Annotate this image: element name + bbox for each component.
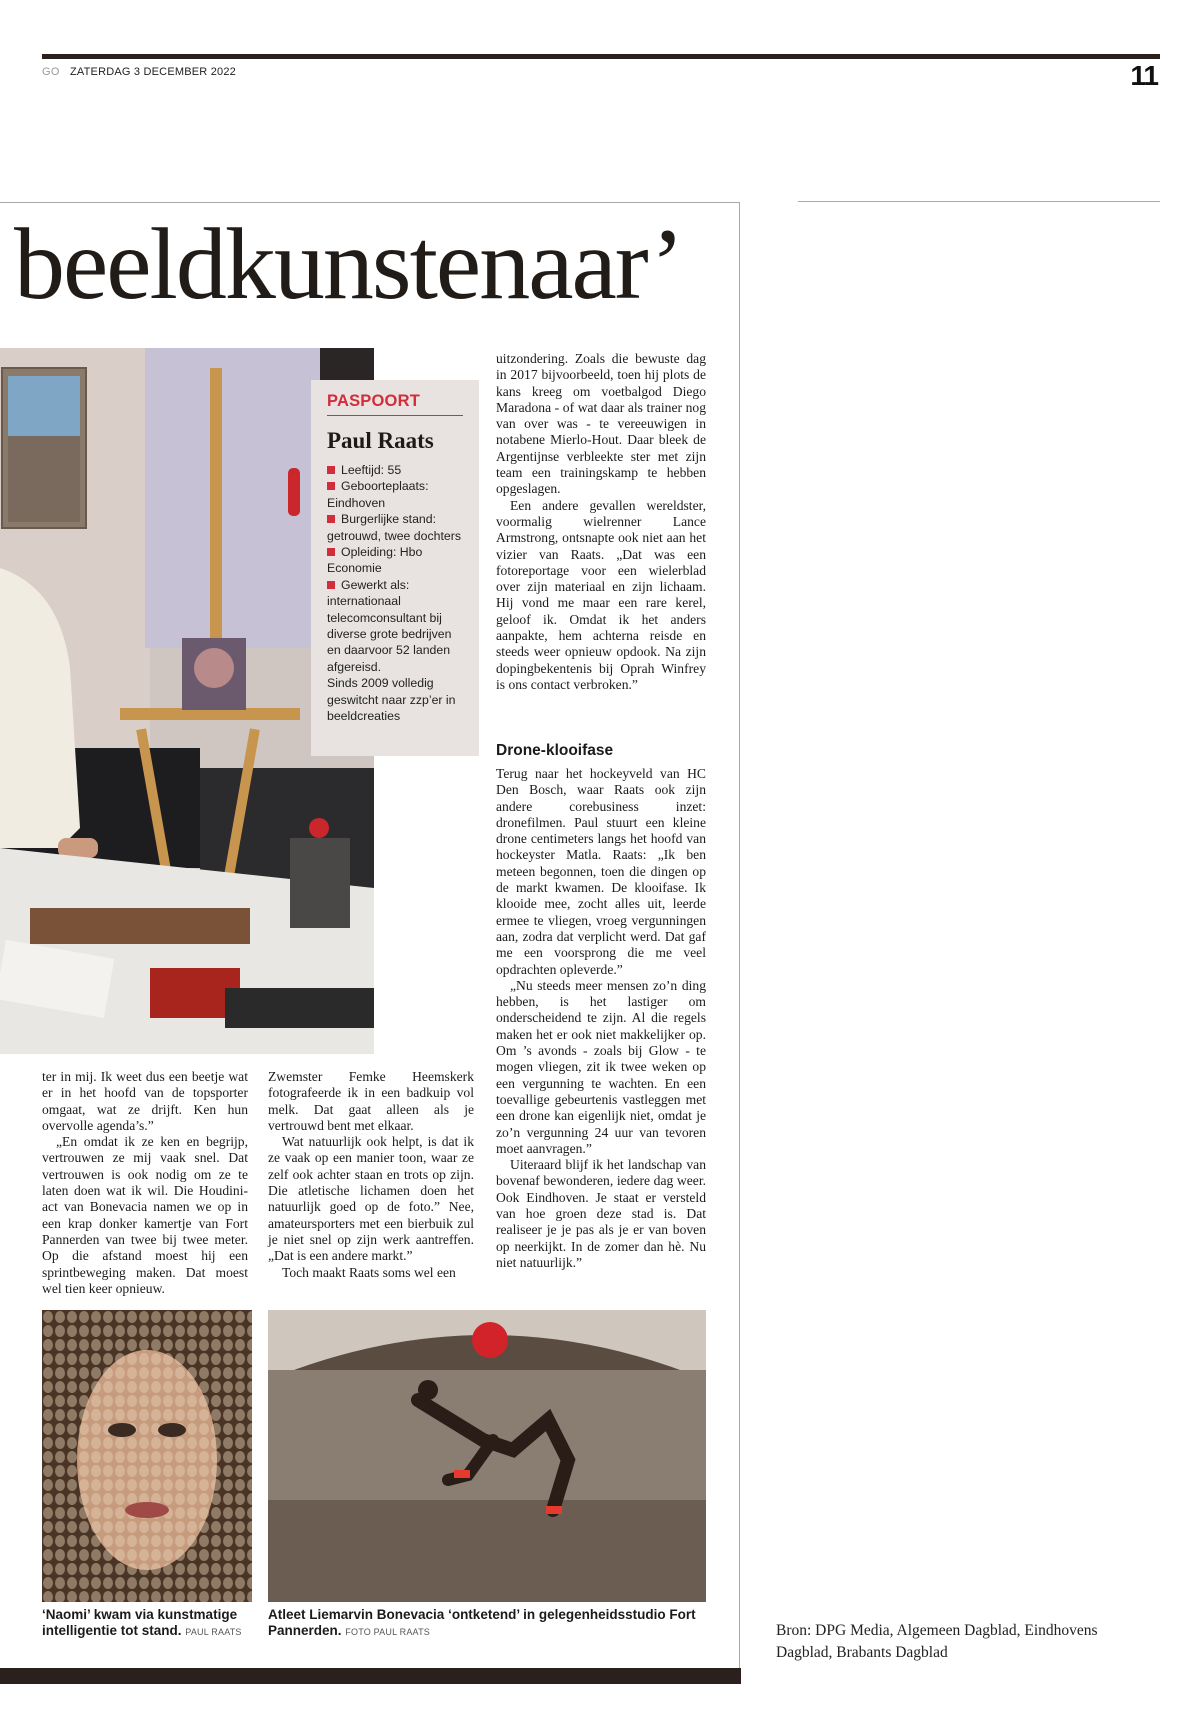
article-column-middle <box>268 1069 474 1281</box>
paspoort-item: Geboorteplaats: Eindhoven <box>327 479 429 510</box>
paragraph: „Nu steeds meer mensen zo’n ding hebben, is het lastiger om onderscheidend te zijn. Al die regels maken het er ook niet makkelijker op. Om ’s avonds - zoals bij Glow - te mogen vliegen, zit ik twee weken op een vergunning te wachten. En een toevallige gebeurtenis vastleggen met een drone kan eigenlijk niet, omdat je zo’n vergunning 24 uur van tevoren moet aanvragen.” <box>496 977 706 1156</box>
headline: beeldkunstenaar’ <box>14 208 683 321</box>
bullet-square-icon <box>327 482 335 490</box>
bullet-square-icon <box>327 548 335 556</box>
naomi-caption: ‘Naomi’ kwam via kunstmatige intelligentie tot stand. PAUL RAATS <box>42 1607 242 1638</box>
paragraph: Terug naar het hockeyveld van HC Den Bosch, waar Raats ook zijn andere corebusiness inzet: dronefilmen. Paul stuurt een kleine drone centimeters langs het hoofd van hockeyster Matla. Raats: „Ik ben meteen begonnen, toen die dingen op de markt kwamen. De klooifase. Ik klooide mee, zocht alles uit, leerde ermee te vliegen, vroeg vergunningen aan, zodra dat verplicht werd. Dat gaf me een voorsprong die me veel opdrachten opleverde.” <box>496 766 706 977</box>
paspoort-name: Paul Raats <box>327 428 434 453</box>
article-column-right-upper <box>496 351 706 693</box>
article-column-right-lower <box>496 766 706 1271</box>
bullet-square-icon <box>327 581 335 589</box>
paragraph: Wat natuurlijk ook helpt, is dat ik ze vaak op een manier toon, waar ze zelf ook achter staan en trots op zijn. Die atletische lichamen doen het natuurlijk goed op de foto.” Nee, amateursporters met een bierbuik zul je niet snel op zijn werk aantreffen. „Dat is een andere markt.” <box>268 1134 474 1264</box>
paragraph: uitzondering. Zoals die bewuste dag in 2017 bijvoorbeeld, toen hij plots de kans kreeg om voetbalgod Diego Maradona - of wat daar als trainer nog van over was - te vereeuwigen in notabene Mierlo-Hout. Daar bleek de Argentijnse verbleekte ster met zijn team een trainingskamp te hebben opgeslagen. <box>496 351 706 497</box>
paragraph: „En omdat ik ze ken en begrijp, vertrouwen ze mij vaak snel. Dat vertrouwen is ook nodig om ze te laten doen wat ik wil. Die Houdini-act van Bonevacia namen we op in een krap donker kamertje van Fort Pannerden van twee bij twee meter. Op die afstand moest hij een sprintbeweging maken. Dat moest wel tien keer opnieuw. <box>42 1134 248 1296</box>
photo-credit: FOTO PAUL RAATS <box>345 1627 430 1637</box>
top-rule <box>42 54 1160 59</box>
subheading: Drone-klooifase <box>496 742 614 759</box>
paragraph: Toch maakt Raats soms wel een <box>282 1264 456 1280</box>
paspoort-kicker: PASPOORT <box>327 392 420 410</box>
paspoort-list <box>327 462 463 725</box>
issue-date: ZATERDAG 3 DECEMBER 2022 <box>70 66 236 78</box>
paragraph: Uiteraard blijf ik het landschap van bovenaf bewonderen, iedere dag weer. Ook Eindhoven. Je staat er versteld van hoe groen deze stad is. Dat realiseer je je pas als je er van boven op neerkijkt. In de zomer dan hè. Nu niet natuurlijk.” <box>496 1157 706 1270</box>
paspoort-item: Burgerlijke stand: getrouwd, twee dochters <box>327 512 461 543</box>
paragraph: Een andere gevallen wereldster, voormalig wielrenner Lance Armstrong, ontsnapte ook niet aan het vizier van Raats. „Dat was een fotoreportage voor een wielerblad over zijn materiaal en zijn lichaam. Hij vond me maar een rare kerel, geloof ik. Omdat ik het anders aanpakte, hem achterna reisde en steeds weer opnieuw opdook. Na zijn dopingbekentenis bij Oprah Winfrey is ons contact verbroken.” <box>496 497 706 692</box>
source-note: Bron: DPG Media, Algemeen Dagblad, Eindhovens Dagblad, Brabants Dagblad <box>776 1622 1098 1661</box>
naomi-artwork-photo <box>42 1310 252 1602</box>
bullet-square-icon <box>327 515 335 523</box>
paspoort-item: Opleiding: Hbo Economie <box>327 545 423 576</box>
section-label: GO <box>42 66 60 78</box>
bottom-rule <box>0 1668 741 1684</box>
article-column-left <box>42 1069 248 1297</box>
paragraph: Zwemster Femke Heemskerk fotografeerde ik in een badkuip vol melk. Dat gaat alleen als je vertrouwd bent met elkaar. <box>268 1069 474 1133</box>
side-rule <box>798 201 1160 202</box>
athlete-caption: Atleet Liemarvin Bonevacia ‘ontketend’ in gelegenheidsstudio Fort Pannerden. FOTO PAUL RAATS <box>268 1607 696 1638</box>
paragraph: ter in mij. Ik weet dus een beetje wat er in het hoofd van de topsporter omgaat, wat ze drijft. Ken hun overvolle agenda’s.” <box>42 1069 248 1133</box>
paspoort-box <box>311 380 479 756</box>
bullet-square-icon <box>327 466 335 474</box>
paspoort-rule <box>327 415 463 416</box>
paspoort-item: Leeftijd: 55 <box>327 462 463 478</box>
paspoort-item: Gewerkt als: internationaal telecomconsultant bij diverse grote bedrijven en daarvoor 52 landen afgereisd. <box>327 577 452 674</box>
athlete-photo <box>268 1310 706 1602</box>
paspoort-extra: Sinds 2009 volledig geswitcht naar zzp’er in beeldcreaties <box>327 676 456 724</box>
photo-credit: PAUL RAATS <box>185 1627 242 1637</box>
page-number: 11 <box>1130 60 1158 91</box>
